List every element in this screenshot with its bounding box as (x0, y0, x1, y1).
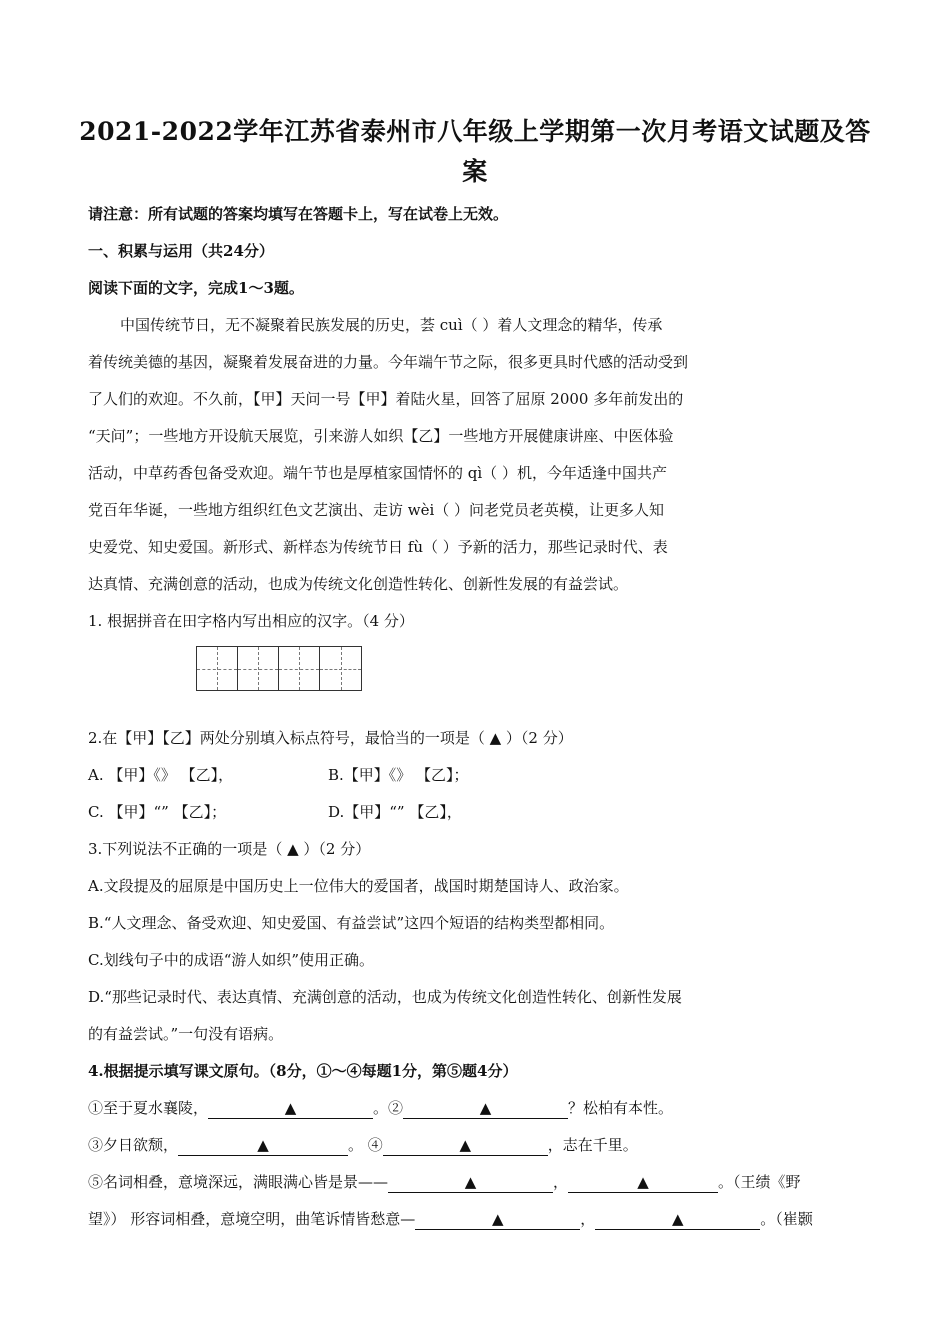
q4-text: ③夕日欲颓， (88, 1136, 179, 1154)
q4-text: ， (580, 1210, 596, 1228)
q2-options-row (88, 757, 862, 794)
triangle-icon: ▲ (479, 1099, 492, 1117)
q4-line-3 (88, 1164, 862, 1201)
grid-cell[interactable] (320, 647, 361, 690)
answer-blank[interactable] (383, 1135, 548, 1156)
passage-line: 党百年华诞，一些地方组织红色文艺演出、走访 wèi（ ）问老党员老英模，让更多人知 (88, 501, 665, 519)
triangle-icon: ▲ (257, 1136, 269, 1154)
q4-text: ， (553, 1173, 569, 1191)
passage-line: 活动，中草药香包备受欢迎。端午节也是厚植家国情怀的 qì（ ）机，今年适逢中国共产 (88, 464, 667, 482)
q2-option-c: C. 【甲】“” 【乙】； (88, 803, 227, 821)
q4-text: ，志在千里。 (547, 1136, 638, 1154)
answer-blank[interactable] (208, 1098, 373, 1119)
q4-line-1 (88, 1090, 862, 1127)
answer-blank[interactable] (403, 1098, 568, 1119)
passage-line: 达真情、充满创意的活动，也成为传统文化创造性转化、创新性发展的有益尝试。 (88, 575, 629, 593)
q2-option-b: B.【甲】《》 【乙】； (328, 766, 469, 784)
reading-instruction: 阅读下面的文字，完成1～3题。 (88, 279, 304, 297)
question-4: 4.根据提示填写课文原句。（8分，①～④每题1分，第⑤题4分） (88, 1062, 518, 1080)
answer-blank[interactable] (178, 1135, 348, 1156)
triangle-icon: ▲ (464, 1173, 477, 1191)
passage-line: 了人们的欢迎。不久前，【甲】天问一号【甲】着陆火星，回答了屈原 2000 多年前发出的 (88, 390, 684, 408)
q4-text: 。（崔颢 (760, 1210, 813, 1228)
q4-line-2 (88, 1127, 862, 1164)
triangle-icon: ▲ (459, 1136, 472, 1154)
passage-line: “天问”；一些地方开设航天展览，引来游人如织【乙】一些地方开展健康讲座、中医体验 (88, 427, 674, 445)
question-2: 2.在【甲】【乙】两处分别填入标点符号，最恰当的一项是（ ▲ ）（2 分） (88, 729, 573, 747)
q3-option-a: A.文段提及的屈原是中国历史上一位伟大的爱国者，战国时期楚国诗人、政治家。 (88, 877, 629, 895)
passage-line: 中国传统节日，无不凝聚着民族发展的历史，荟 cuì（ ）着人文理念的精华，传承 (120, 316, 663, 334)
q4-text: ？松柏有本性。 (568, 1099, 674, 1117)
q3-option-d: D.“那些记录时代、表达真情、充满创意的活动，也成为传统文化创造性转化、创新性发展 (88, 988, 682, 1006)
answer-blank[interactable] (415, 1209, 580, 1230)
q4-text: 。② (373, 1099, 404, 1117)
triangle-icon: ▲ (672, 1210, 684, 1228)
q3-option-d-cont: 的有益尝试。”一句没有语病。 (88, 1025, 284, 1043)
tianzige-grid[interactable] (196, 646, 362, 691)
q3-option-b: B.“人文理念、备受欢迎、知史爱国、有益尝试”这四个短语的结构类型都相同。 (88, 914, 615, 932)
question-3: 3.下列说法不正确的一项是（ ▲ ）（2 分） (88, 840, 371, 858)
grid-cell[interactable] (197, 647, 238, 690)
triangle-icon: ▲ (637, 1173, 649, 1191)
q4-text: 。（王绩《野 (718, 1173, 801, 1191)
q4-text: 。 ④ (348, 1136, 383, 1154)
q4-text: 望》） 形容词相叠，意境空明，曲笔诉情皆愁意— (88, 1210, 416, 1228)
q4-line-4 (88, 1201, 862, 1238)
document-title: 2021-2022学年江苏省泰州市八年级上学期第一次月考语文试题及答案 (79, 117, 871, 186)
q4-text: ⑤名词相叠，意境深远，满眼满心皆是景—— (88, 1173, 389, 1191)
q2-option-a: A. 【甲】《》 【乙】， (88, 766, 234, 784)
question-1: 1. 根据拼音在田字格内写出相应的汉字。（4 分） (88, 612, 414, 630)
q4-text: ①至于夏水襄陵， (88, 1099, 209, 1117)
section-heading: 一、积累与运用（共24分） (88, 242, 274, 260)
answer-blank[interactable] (388, 1172, 553, 1193)
answer-blank[interactable] (595, 1209, 760, 1230)
grid-cell[interactable] (279, 647, 320, 690)
passage-line: 史爱党、知史爱国。新形式、新样态为传统节日 fù（ ）予新的活力，那些记录时代、表 (88, 538, 668, 556)
triangle-icon: ▲ (284, 1099, 297, 1117)
tianzige-grid-area (88, 640, 862, 720)
passage-line: 着传统美德的基因，凝聚着发展奋进的力量。今年端午节之际，很多更具时代感的活动受到 (88, 353, 689, 371)
q3-option-c: C.划线句子中的成语“游人如织”使用正确。 (88, 951, 375, 969)
triangle-icon: ▲ (492, 1210, 504, 1228)
notice: 请注意：所有试题的答案均填写在答题卡上，写在试卷上无效。 (88, 205, 509, 223)
q2-options-row (88, 794, 862, 831)
answer-blank[interactable] (568, 1172, 718, 1193)
grid-cell[interactable] (238, 647, 279, 690)
q2-option-d: D.【甲】“” 【乙】， (328, 803, 462, 821)
